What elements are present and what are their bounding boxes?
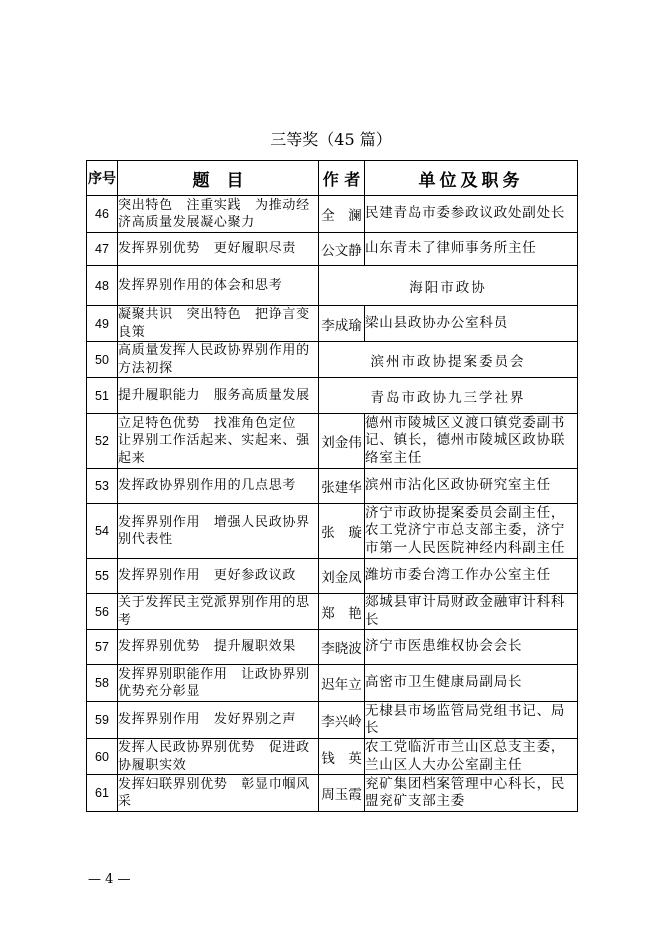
author-cell: 公文静 xyxy=(319,233,365,266)
title-cell: 发挥界别职能作用 让政协界别优势充分彰显 xyxy=(118,665,319,702)
title-cell: 突出特色 注重实践 为推动经济高质量发展凝心聚力 xyxy=(118,196,319,233)
table-row xyxy=(87,559,578,594)
author-cell: 李晓波 xyxy=(319,630,365,665)
title-cell: 发挥界别作用的体会和思考 xyxy=(118,266,319,306)
author-cell: 李兴岭 xyxy=(319,702,365,739)
table-row xyxy=(87,266,578,306)
table-row xyxy=(87,630,578,665)
serial-number-cell: 56 xyxy=(87,594,118,630)
table-row xyxy=(87,702,578,739)
author-cell: 周玉霞 xyxy=(319,775,365,812)
table-row xyxy=(87,196,578,233)
table-header-row xyxy=(87,161,578,196)
table-row xyxy=(87,739,578,775)
title-cell: 发挥界别优势 提升履职效果 xyxy=(118,630,319,665)
serial-number-cell: 47 xyxy=(87,233,118,266)
title-cell: 发挥政协界别作用的几点思考 xyxy=(118,469,319,504)
unit-cell: 农工党临沂市兰山区总支主委，兰山区人大办公室副主任 xyxy=(365,739,578,775)
table-row xyxy=(87,306,578,342)
table-row xyxy=(87,775,578,812)
serial-number-cell: 61 xyxy=(87,775,118,812)
header-unit: 单位及职务 xyxy=(365,161,578,196)
title-cell: 发挥人民政协界别优势 促进政协履职实效 xyxy=(118,739,319,775)
title-cell: 提升履职能力 服务高质量发展 xyxy=(118,378,319,414)
unit-cell: 梁山县政协办公室科员 xyxy=(365,306,578,342)
title-cell: 关于发挥民主党派界别作用的思考 xyxy=(118,594,319,630)
serial-number-cell: 50 xyxy=(87,342,118,378)
author-cell: 张建华 xyxy=(319,469,365,504)
title-cell: 凝聚共识 突出特色 把诤言变良策 xyxy=(118,306,319,342)
title-cell: 发挥界别作用 更好参政议政 xyxy=(118,559,319,594)
author-cell: 郑 艳 xyxy=(319,594,365,630)
author-cell: 刘金凤 xyxy=(319,559,365,594)
unit-cell: 德州市陵城区义渡口镇党委副书记、镇长，德州市陵城区政协联络室主任 xyxy=(365,414,578,469)
table-row xyxy=(87,469,578,504)
serial-number-cell: 48 xyxy=(87,266,118,306)
author-cell: 钱 英 xyxy=(319,739,365,775)
unit-cell: 济宁市医患维权协会会长 xyxy=(365,630,578,665)
serial-number-cell: 51 xyxy=(87,378,118,414)
author-unit-merged-cell: 青岛市政协九三学社界 xyxy=(319,378,578,414)
author-unit-merged-cell: 滨州市政协提案委员会 xyxy=(319,342,578,378)
unit-cell: 无棣县市场监管局党组书记、局长 xyxy=(365,702,578,739)
author-cell: 李成瑜 xyxy=(319,306,365,342)
title-cell: 高质量发挥人民政协界别作用的方法初探 xyxy=(118,342,319,378)
unit-cell: 济宁市政协提案委员会副主任，农工党济宁市总支部主委，济宁市第一人民医院神经内科副主任 xyxy=(365,504,578,559)
author-cell: 刘金伟 xyxy=(319,414,365,469)
table-row xyxy=(87,504,578,559)
awards-table xyxy=(86,160,578,812)
table-row xyxy=(87,665,578,702)
author-cell: 全 澜 xyxy=(319,196,365,233)
table-row xyxy=(87,378,578,414)
serial-number-cell: 55 xyxy=(87,559,118,594)
unit-cell: 兖矿集团档案管理中心科长，民盟兖矿支部主委 xyxy=(365,775,578,812)
unit-cell: 高密市卫生健康局副局长 xyxy=(365,665,578,702)
header-title: 题 目 xyxy=(118,161,319,196)
serial-number-cell: 60 xyxy=(87,739,118,775)
author-cell: 迟年立 xyxy=(319,665,365,702)
serial-number-cell: 54 xyxy=(87,504,118,559)
unit-cell: 潍坊市委台湾工作办公室主任 xyxy=(365,559,578,594)
unit-cell: 山东青未了律师事务所主任 xyxy=(365,233,578,266)
header-author: 作 者 xyxy=(319,161,365,196)
header-serial-number: 序号 xyxy=(87,161,118,196)
serial-number-cell: 49 xyxy=(87,306,118,342)
unit-cell: 民建青岛市委参政议政处副处长 xyxy=(365,196,578,233)
title-cell: 发挥界别作用 增强人民政协界别代表性 xyxy=(118,504,319,559)
unit-cell: 郯城县审计局财政金融审计科科长 xyxy=(365,594,578,630)
table-row xyxy=(87,414,578,469)
serial-number-cell: 53 xyxy=(87,469,118,504)
page-number: — 4 — xyxy=(88,872,131,887)
serial-number-cell: 57 xyxy=(87,630,118,665)
table-row xyxy=(87,594,578,630)
author-unit-merged-cell: 海阳市政协 xyxy=(319,266,578,306)
title-cell: 发挥妇联界别优势 彰显巾帼风采 xyxy=(118,775,319,812)
title-cell: 发挥界别优势 更好履职尽责 xyxy=(118,233,319,266)
table-row xyxy=(87,233,578,266)
serial-number-cell: 58 xyxy=(87,665,118,702)
unit-cell: 滨州市沾化区政协研究室主任 xyxy=(365,469,578,504)
table-row xyxy=(87,342,578,378)
section-title: 三等奖（45 篇） xyxy=(270,130,392,149)
serial-number-cell: 46 xyxy=(87,196,118,233)
author-cell: 张 璇 xyxy=(319,504,365,559)
title-cell: 立足特色优势 找准角色定位 让界别工作活起来、实起来、强起来 xyxy=(118,414,319,469)
title-cell: 发挥界别作用 发好界别之声 xyxy=(118,702,319,739)
serial-number-cell: 52 xyxy=(87,414,118,469)
serial-number-cell: 59 xyxy=(87,702,118,739)
